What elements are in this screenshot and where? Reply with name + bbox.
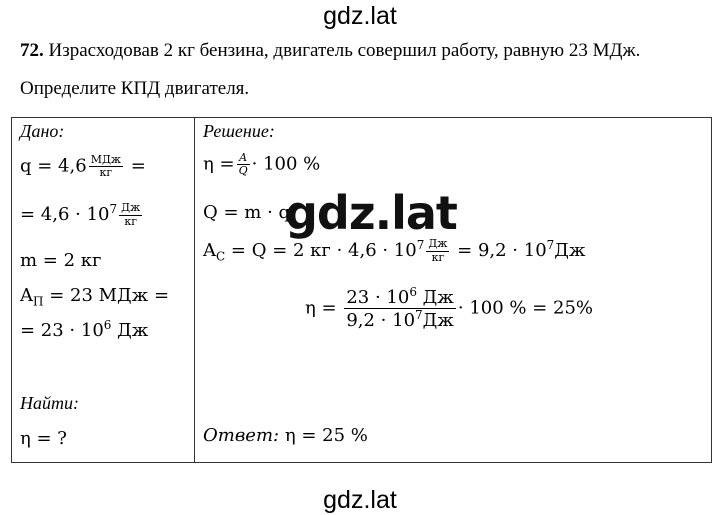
given-A	[20, 285, 169, 309]
eta-lhs: η =	[203, 153, 235, 175]
Ac-num: Дж	[428, 237, 448, 251]
given-m: m = 2 кг	[20, 250, 102, 271]
given-q-eq: =	[130, 155, 146, 177]
final-lhs: η =	[305, 297, 337, 319]
eta-rhs: · 100 %	[251, 153, 321, 175]
given-q-den: кг	[99, 166, 113, 180]
Ac-exp: 7	[416, 238, 425, 252]
problem-text-1: Израсходовав 2 кг бензина, двигатель совершил работу, равную 23 МДж.	[48, 40, 641, 61]
given-q	[20, 154, 146, 179]
solution-table	[11, 117, 712, 463]
given-A-sym: A	[20, 285, 33, 306]
Ac-mid: = Q = 2 кг · 4,6 · 10	[225, 240, 417, 261]
watermark-center: gdz.lat	[285, 186, 457, 240]
final-num: $23 \cdot 10^6$ Дж	[346, 285, 454, 308]
given-A2-unit: Дж	[111, 320, 149, 341]
solution-header: Решение:	[203, 121, 275, 141]
solution-column	[195, 118, 712, 463]
given-header: Дано:	[20, 121, 65, 141]
problem-statement	[20, 32, 710, 108]
given-q-frac	[89, 154, 123, 179]
given-q-lhs: q = 4,6	[20, 155, 87, 177]
solution-Q-formula: Q = m · q	[203, 202, 291, 223]
Ac-res-unit: Дж	[554, 240, 586, 261]
given-q2-exp: 7	[109, 202, 118, 216]
eta-num: A	[237, 152, 250, 165]
problem-line-2: Определите КПД двигателя.	[20, 78, 250, 99]
given-q2-den: кг	[124, 214, 137, 228]
given-A2-lhs: = 23 · 10	[20, 320, 104, 341]
final-num-exp: 6	[409, 285, 417, 299]
eta-frac	[237, 152, 250, 177]
given-A-sub: П	[33, 294, 44, 309]
given-column	[12, 118, 195, 463]
Ac-sym: A	[203, 240, 216, 261]
find-value: η = ?	[20, 428, 67, 449]
Ac-res: = 9,2 · 10	[451, 240, 547, 261]
watermark-top: gdz.lat	[323, 2, 397, 30]
given-A-rhs: = 23 МДж =	[43, 285, 170, 306]
solution-eta-formula	[203, 152, 320, 177]
given-q2-frac	[119, 202, 142, 227]
solution-final	[305, 286, 593, 331]
problem-number: 72.	[20, 40, 44, 61]
Ac-sub: C	[216, 249, 226, 264]
watermark-bottom: gdz.lat	[323, 486, 397, 514]
find-header: Найти:	[20, 393, 79, 413]
eta-den: Q	[238, 164, 248, 178]
given-A2	[20, 318, 148, 341]
given-A2-exp: 6	[103, 318, 112, 332]
solution-Ac	[203, 238, 586, 264]
answer-value: η = 25 %	[279, 425, 368, 446]
given-q-num: МДж	[90, 153, 122, 166]
Ac-den: кг	[431, 250, 445, 264]
final-den: $9,2 \cdot 10^7Дж$	[346, 307, 454, 331]
final-rhs: · 100 % = 25%	[457, 297, 594, 319]
final-den-exp: 7	[415, 307, 423, 322]
Ac-frac	[426, 238, 449, 263]
answer-label: Ответ:	[203, 425, 280, 446]
given-q2	[20, 202, 144, 228]
given-q2-lhs: = 4,6 · 10	[20, 204, 110, 225]
Ac-res-exp: 7	[546, 238, 555, 252]
answer-line	[203, 425, 368, 446]
problem-line-1	[20, 32, 710, 70]
final-frac	[344, 286, 456, 331]
given-q2-num: Дж	[121, 201, 141, 215]
